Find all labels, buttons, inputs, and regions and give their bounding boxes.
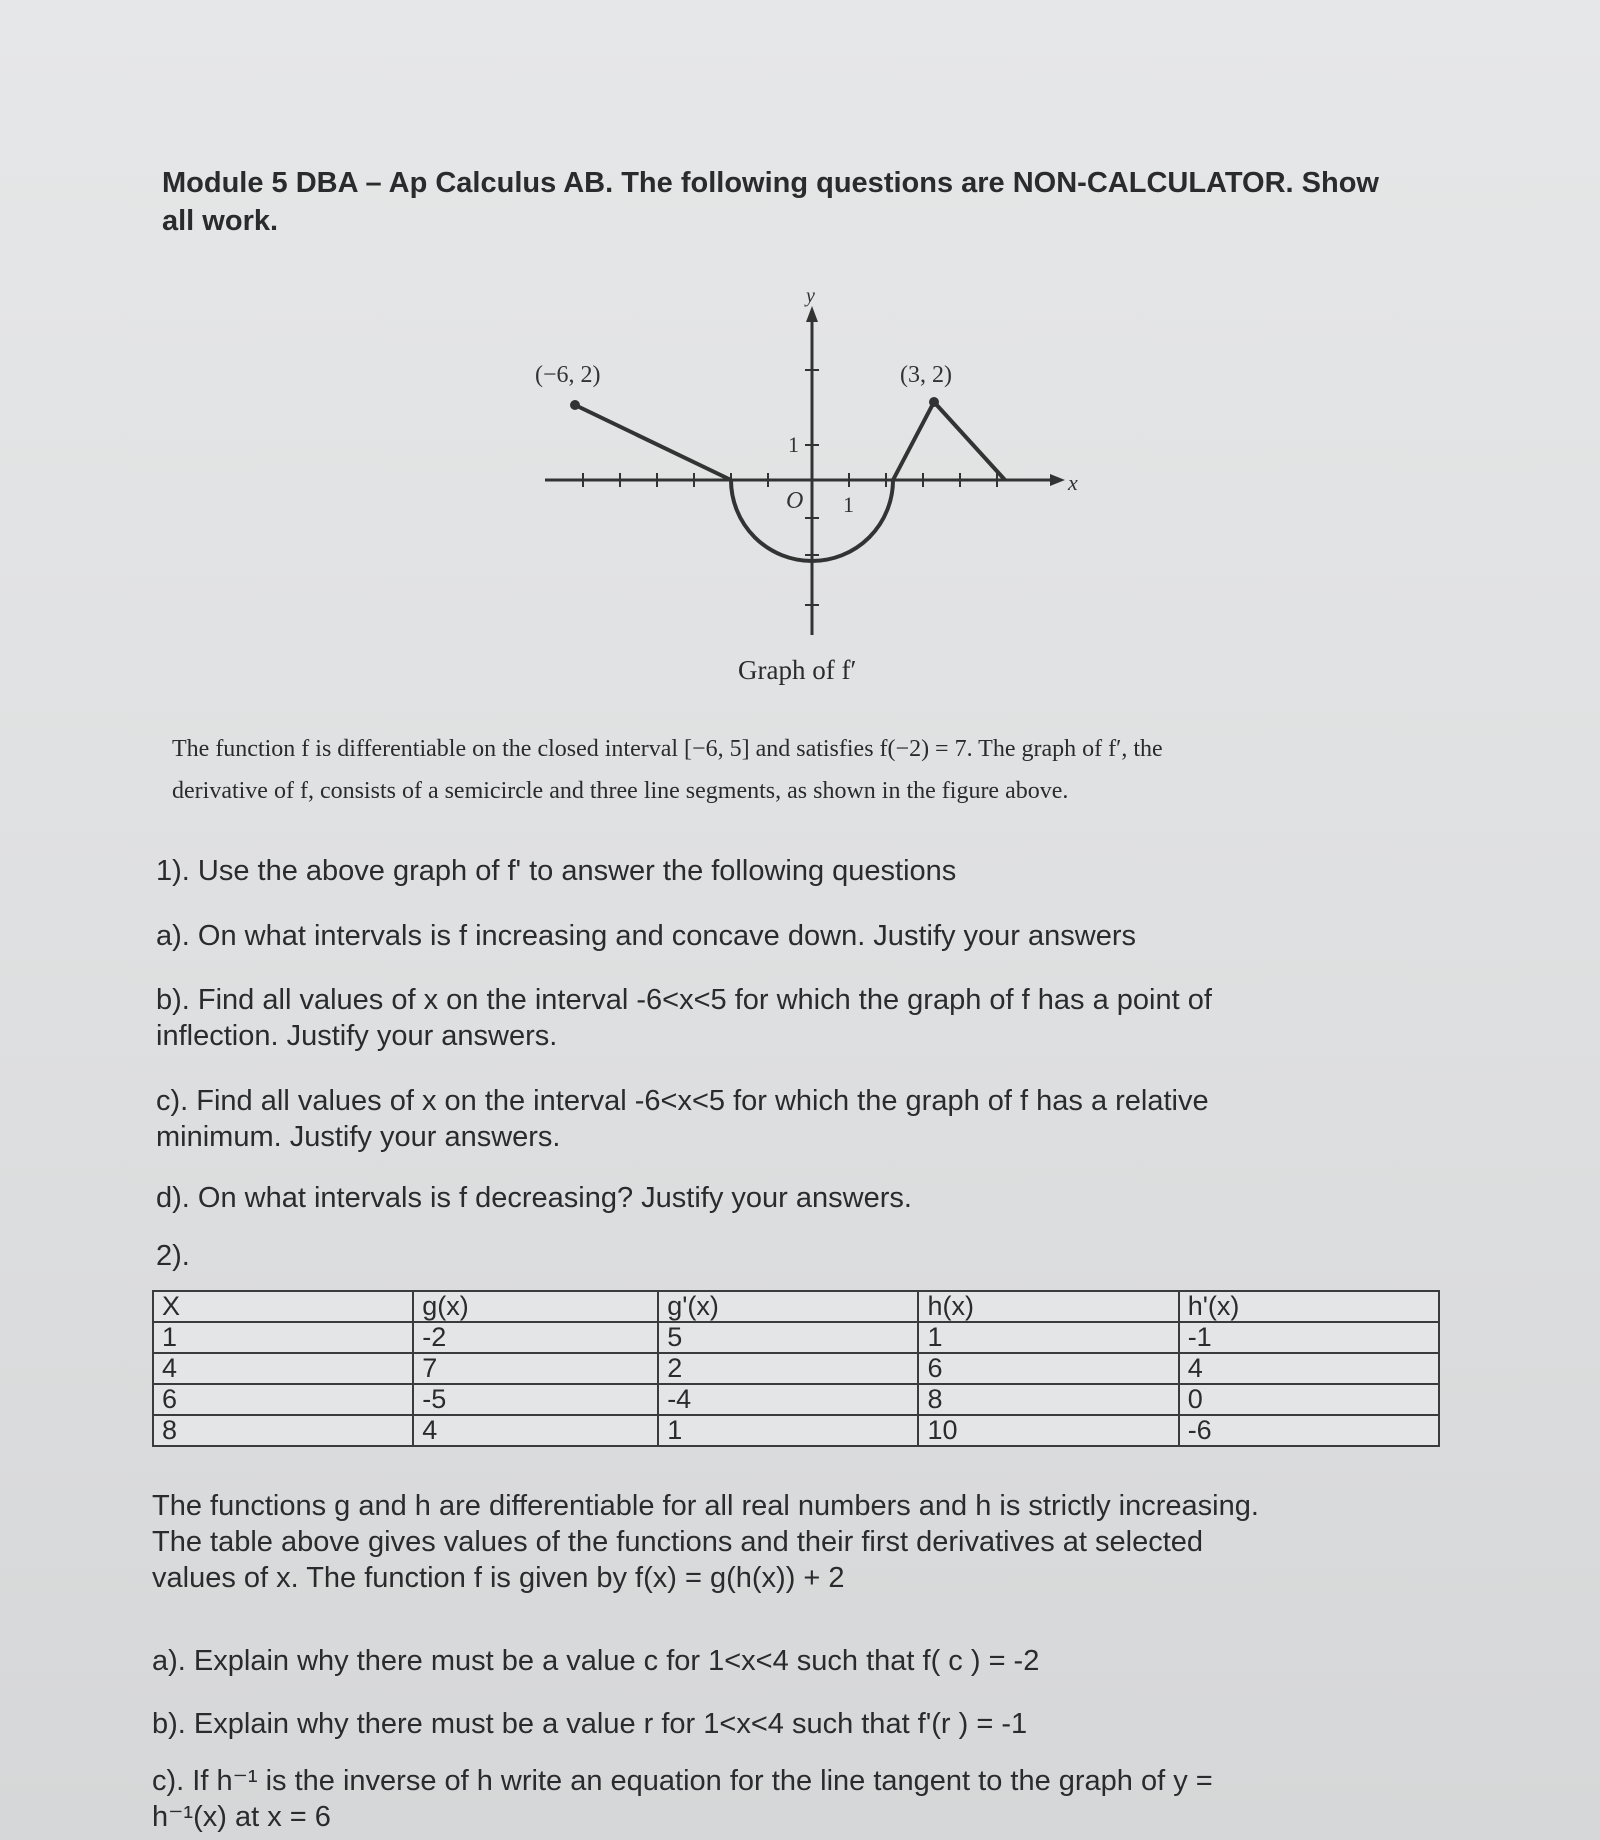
table-cell: 0 xyxy=(1179,1384,1439,1415)
segment-left xyxy=(575,405,731,480)
table-cell: -5 xyxy=(413,1384,658,1415)
table-row xyxy=(153,1322,1439,1353)
table-cell: 8 xyxy=(918,1384,1178,1415)
intro-paragraph xyxy=(172,728,1442,812)
header-line-2: all work. xyxy=(162,205,279,237)
table-row xyxy=(153,1353,1439,1384)
derivative-graph-svg xyxy=(520,290,1090,700)
values-table xyxy=(152,1290,1440,1447)
question-2c-line-1: c). If h⁻¹ is the inverse of h write an equation for the line tangent to the graph of y = xyxy=(152,1765,1213,1797)
question-1c-line-2: minimum. Justify your answers. xyxy=(156,1121,561,1153)
table-cell: 4 xyxy=(413,1415,658,1446)
segment-right xyxy=(893,402,1005,480)
description-line-2: The table above gives values of the functions and their first derivatives at selected xyxy=(152,1526,1204,1558)
label-x-axis: x xyxy=(1068,470,1078,495)
label-y-axis: y xyxy=(806,290,815,307)
question-2c xyxy=(152,1763,1452,1835)
question-1a: a). On what intervals is f increasing and concave down. Justify your answers xyxy=(156,920,1137,952)
point-left-dot xyxy=(570,400,580,410)
table-row xyxy=(153,1415,1439,1446)
table-cell: 2 xyxy=(658,1353,918,1384)
table-cell: -4 xyxy=(658,1384,918,1415)
intro-line-1: The function f is differentiable on the closed interval [−6, 5] and satisfies f(−2) = 7. The graph of f′, the xyxy=(172,736,1163,762)
question-1c-line-1: c). Find all values of x on the interval -6<x<5 for which the graph of f has a relative xyxy=(156,1085,1209,1117)
worksheet-header xyxy=(162,164,1462,240)
question-1b xyxy=(156,982,1386,1054)
description-line-1: The functions g and h are differentiable for all real numbers and h is strictly increasing. xyxy=(152,1490,1259,1522)
y-axis-arrow xyxy=(806,306,818,322)
table-header-cell: X xyxy=(153,1291,413,1322)
table-cell: 8 xyxy=(153,1415,413,1446)
header-line-1: Module 5 DBA – Ap Calculus AB. The following questions are NON-CALCULATOR. Show xyxy=(162,167,1379,199)
table-cell: 1 xyxy=(918,1322,1178,1353)
table-row xyxy=(153,1384,1439,1415)
table-cell: 5 xyxy=(658,1322,918,1353)
table-header-cell: g'(x) xyxy=(658,1291,918,1322)
description-line-3: values of x. The function f is given by f(x) = g(h(x)) + 2 xyxy=(152,1562,845,1594)
question-2-description xyxy=(152,1488,1452,1596)
table-cell: 1 xyxy=(153,1322,413,1353)
question-2: 2). xyxy=(156,1240,190,1272)
label-point-right: (3, 2) xyxy=(900,362,952,388)
table-header-cell: g(x) xyxy=(413,1291,658,1322)
table-cell: -6 xyxy=(1179,1415,1439,1446)
question-1b-line-1: b). Find all values of x on the interval -6<x<5 for which the graph of f has a point of xyxy=(156,984,1212,1016)
table-cell: 1 xyxy=(658,1415,918,1446)
label-tick-y: 1 xyxy=(788,432,799,457)
derivative-graph xyxy=(520,290,1090,700)
table-cell: 6 xyxy=(153,1384,413,1415)
table-cell: 4 xyxy=(1179,1353,1439,1384)
question-1b-line-2: inflection. Justify your answers. xyxy=(156,1020,558,1052)
question-1: 1). Use the above graph of f' to answer the following questions xyxy=(156,855,957,887)
question-1c xyxy=(156,1083,1386,1155)
x-axis-arrow xyxy=(1050,474,1065,486)
question-2c-line-2: h⁻¹(x) at x = 6 xyxy=(152,1801,331,1833)
table-cell: -1 xyxy=(1179,1322,1439,1353)
label-tick-x: 1 xyxy=(843,492,854,517)
table-cell: 4 xyxy=(153,1353,413,1384)
label-origin: O xyxy=(786,488,804,514)
question-2b: b). Explain why there must be a value r for 1<x<4 such that f'(r ) = -1 xyxy=(152,1708,1028,1740)
table-cell: 10 xyxy=(918,1415,1178,1446)
table-header-cell: h(x) xyxy=(918,1291,1178,1322)
table-cell: 6 xyxy=(918,1353,1178,1384)
graph-caption: Graph of f′ xyxy=(738,655,857,685)
table-cell: -2 xyxy=(413,1322,658,1353)
table-header-cell: h'(x) xyxy=(1179,1291,1439,1322)
question-1d: d). On what intervals is f decreasing? Justify your answers. xyxy=(156,1182,912,1214)
intro-line-2: derivative of f, consists of a semicircle and three line segments, as shown in the figure above. xyxy=(172,778,1069,804)
table-cell: 7 xyxy=(413,1353,658,1384)
table-header-row xyxy=(153,1291,1439,1322)
question-2a: a). Explain why there must be a value c for 1<x<4 such that f( c ) = -2 xyxy=(152,1645,1040,1677)
label-point-left: (−6, 2) xyxy=(535,362,601,388)
point-right-dot xyxy=(929,397,939,407)
